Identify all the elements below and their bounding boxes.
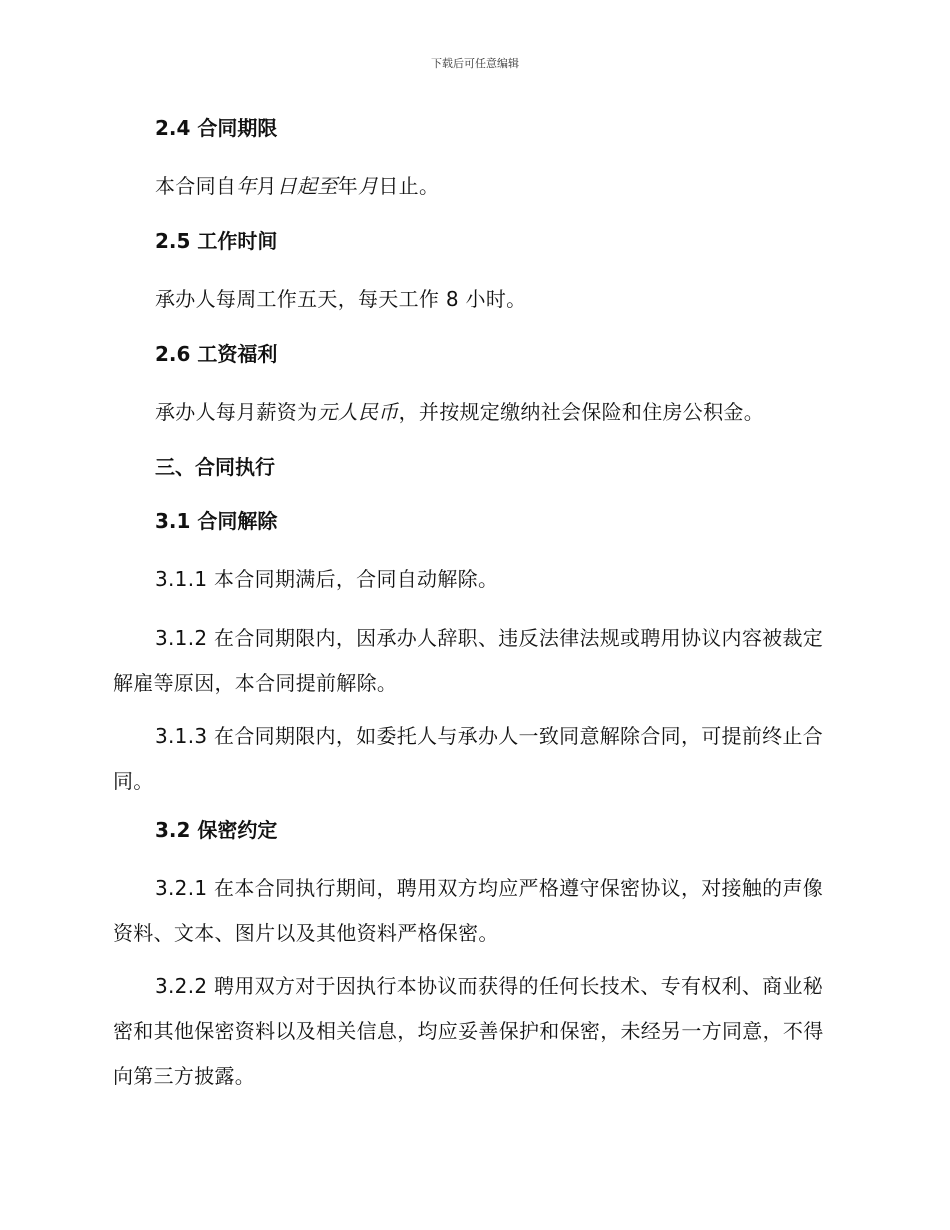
paragraph-3-1-1: 3.1.1 本合同期满后，合同自动解除。 <box>155 567 499 591</box>
paragraph-3-1-3: 3.1.3 在合同期限内，如委托人与承办人一致同意解除合同，可提前终止合同。 <box>113 724 824 793</box>
section-heading-2-4: 2.4 合同期限 <box>155 116 278 140</box>
paragraph-contract-term <box>113 164 835 209</box>
page-header-note: 下载后可任意编辑 <box>431 57 519 70</box>
contract-term-text-g: 日止。 <box>378 174 440 198</box>
section-heading-2-6: 2.6 工资福利 <box>155 342 278 366</box>
section-heading-2-5: 2.5 工作时间 <box>155 229 278 253</box>
contract-term-text-b: 年 <box>236 174 257 198</box>
salary-text-a: 承办人每月薪资为 <box>155 400 318 424</box>
paragraph-3-2-2: 3.2.2 聘用双方对于因执行本协议而获得的任何长技术、专有权利、商业秘密和其他保密资料以及相关信息，均应妥善保护和保密，未经另一方同意，不得向第三方披露。 <box>113 974 824 1088</box>
contract-term-text-c: 月 <box>256 174 277 198</box>
salary-text-c: ，并按规定缴纳社会保险和住房公积金。 <box>398 400 765 424</box>
document-body <box>113 110 835 1107</box>
section-heading-3-2: 3.2 保密约定 <box>155 818 278 842</box>
contract-term-text-f: 月 <box>358 174 379 198</box>
paragraph-working-hours: 承办人每周工作五天，每天工作 8 小时。 <box>155 287 527 311</box>
paragraph-3-1-2: 3.1.2 在合同期限内，因承办人辞职、违反法律法规或聘用协议内容被裁定解雇等原因，本合同提前解除。 <box>113 626 824 695</box>
paragraph-salary-benefits <box>113 390 835 435</box>
contract-term-text-a: 本合同自 <box>155 174 237 198</box>
section-heading-3: 三、合同执行 <box>155 455 275 479</box>
contract-term-text-e: 年 <box>337 174 359 198</box>
salary-text-b: 元人民币 <box>317 400 399 424</box>
section-heading-3-1: 3.1 合同解除 <box>155 509 278 533</box>
contract-term-text-d: 日起至 <box>276 174 338 198</box>
paragraph-3-2-1: 3.2.1 在本合同执行期间，聘用双方均应严格遵守保密协议，对接触的声像资料、文本、图片以及其他资料严格保密。 <box>113 876 824 945</box>
